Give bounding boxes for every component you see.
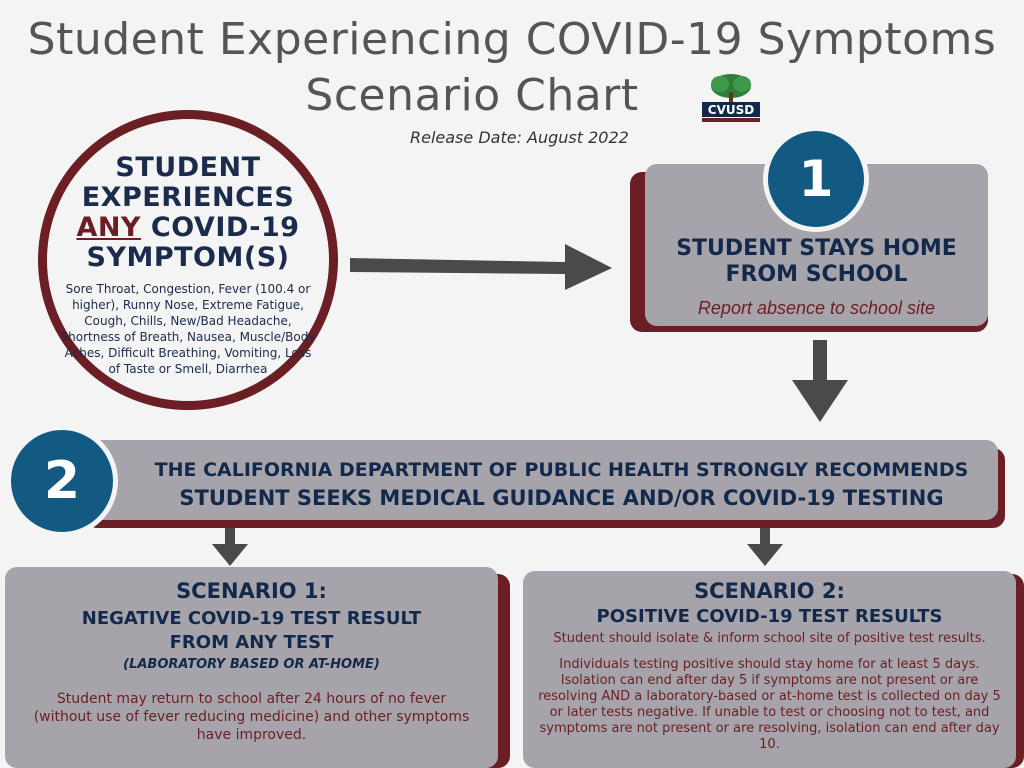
arrow-down-scenario2-icon bbox=[745, 528, 785, 568]
any-emphasis: ANY bbox=[76, 212, 141, 243]
step1-number: 1 bbox=[798, 150, 834, 208]
scenario1-box bbox=[5, 567, 498, 768]
svg-text:CVUSD: CVUSD bbox=[707, 103, 755, 117]
arrow-down-scenario1-icon bbox=[210, 528, 250, 568]
cvusd-logo bbox=[702, 72, 760, 124]
scenario2-box bbox=[523, 571, 1016, 768]
page-title: Student Experiencing COVID-19 Symptoms bbox=[27, 14, 997, 65]
step1-subtext: Report absence to school site bbox=[697, 298, 936, 318]
scenario2-body2: Individuals testing positive should stay home for at least 5 days. Isolation can end after day 5 if symptoms are not present or are resolving AND a laboratory-based or at-home test is collected on day 5 or later tests negative. If unable to test or choosing not to test, and symptoms are not present or are resolving, isolation can end after day 10. bbox=[538, 657, 1001, 752]
release-date: Release Date: August 2022 bbox=[410, 128, 629, 147]
scenario2-title: SCENARIO 2: bbox=[694, 579, 845, 603]
symptoms-circle bbox=[38, 110, 338, 410]
step1-heading-line2: FROM SCHOOL bbox=[725, 262, 908, 287]
page-subtitle: Scenario Chart bbox=[305, 70, 639, 121]
circle-heading bbox=[47, 153, 329, 273]
circle-heading-line2: EXPERIENCES bbox=[81, 182, 295, 213]
scenario1-subheading: (LABORATORY BASED OR AT-HOME) bbox=[123, 657, 380, 672]
step2-number: 2 bbox=[43, 451, 81, 511]
circle-heading-line3 bbox=[47, 213, 329, 243]
step1-heading-line1: STUDENT STAYS HOME bbox=[676, 236, 957, 261]
symptoms-list: Sore Throat, Congestion, Fever (100.4 or higher), Runny Nose, Extreme Fatigue, Cough, Chills, New/Bad Headache, Shortness of Breath, Nausea, Muscle/Body Aches, Difficult Breathing, Vomiting, Loss of Taste or Smell, Diarrhea bbox=[60, 282, 316, 376]
scenario2-body1: Student should isolate & inform school site of positive test results. bbox=[553, 631, 986, 646]
scenario1-heading-line2: FROM ANY TEST bbox=[169, 632, 334, 653]
step2-box bbox=[85, 440, 998, 520]
step2-line2: STUDENT SEEKS MEDICAL GUIDANCE AND/OR COVID-19 TESTING bbox=[179, 486, 944, 510]
circle-heading-line4: SYMPTOM(S) bbox=[86, 242, 290, 273]
arrow-down-icon bbox=[788, 340, 852, 425]
step2-line1: THE CALIFORNIA DEPARTMENT OF PUBLIC HEALTH STRONGLY RECOMMENDS bbox=[154, 459, 969, 481]
scenario1-body: Student may return to school after 24 hours of no fever (without use of fever reducing medicine) and other symptoms have improved. bbox=[33, 691, 470, 743]
scenario1-title: SCENARIO 1: bbox=[176, 579, 327, 603]
circle-heading-line3-rest: COVID-19 bbox=[140, 212, 300, 243]
circle-heading-line1: STUDENT bbox=[115, 152, 261, 183]
arrow-right-icon bbox=[350, 238, 615, 298]
step1-number-badge bbox=[763, 126, 869, 232]
scenario1-heading-line1: NEGATIVE COVID-19 TEST RESULT bbox=[81, 608, 422, 629]
scenario2-heading: POSITIVE COVID-19 TEST RESULTS bbox=[596, 606, 943, 627]
step2-number-badge bbox=[6, 425, 118, 537]
